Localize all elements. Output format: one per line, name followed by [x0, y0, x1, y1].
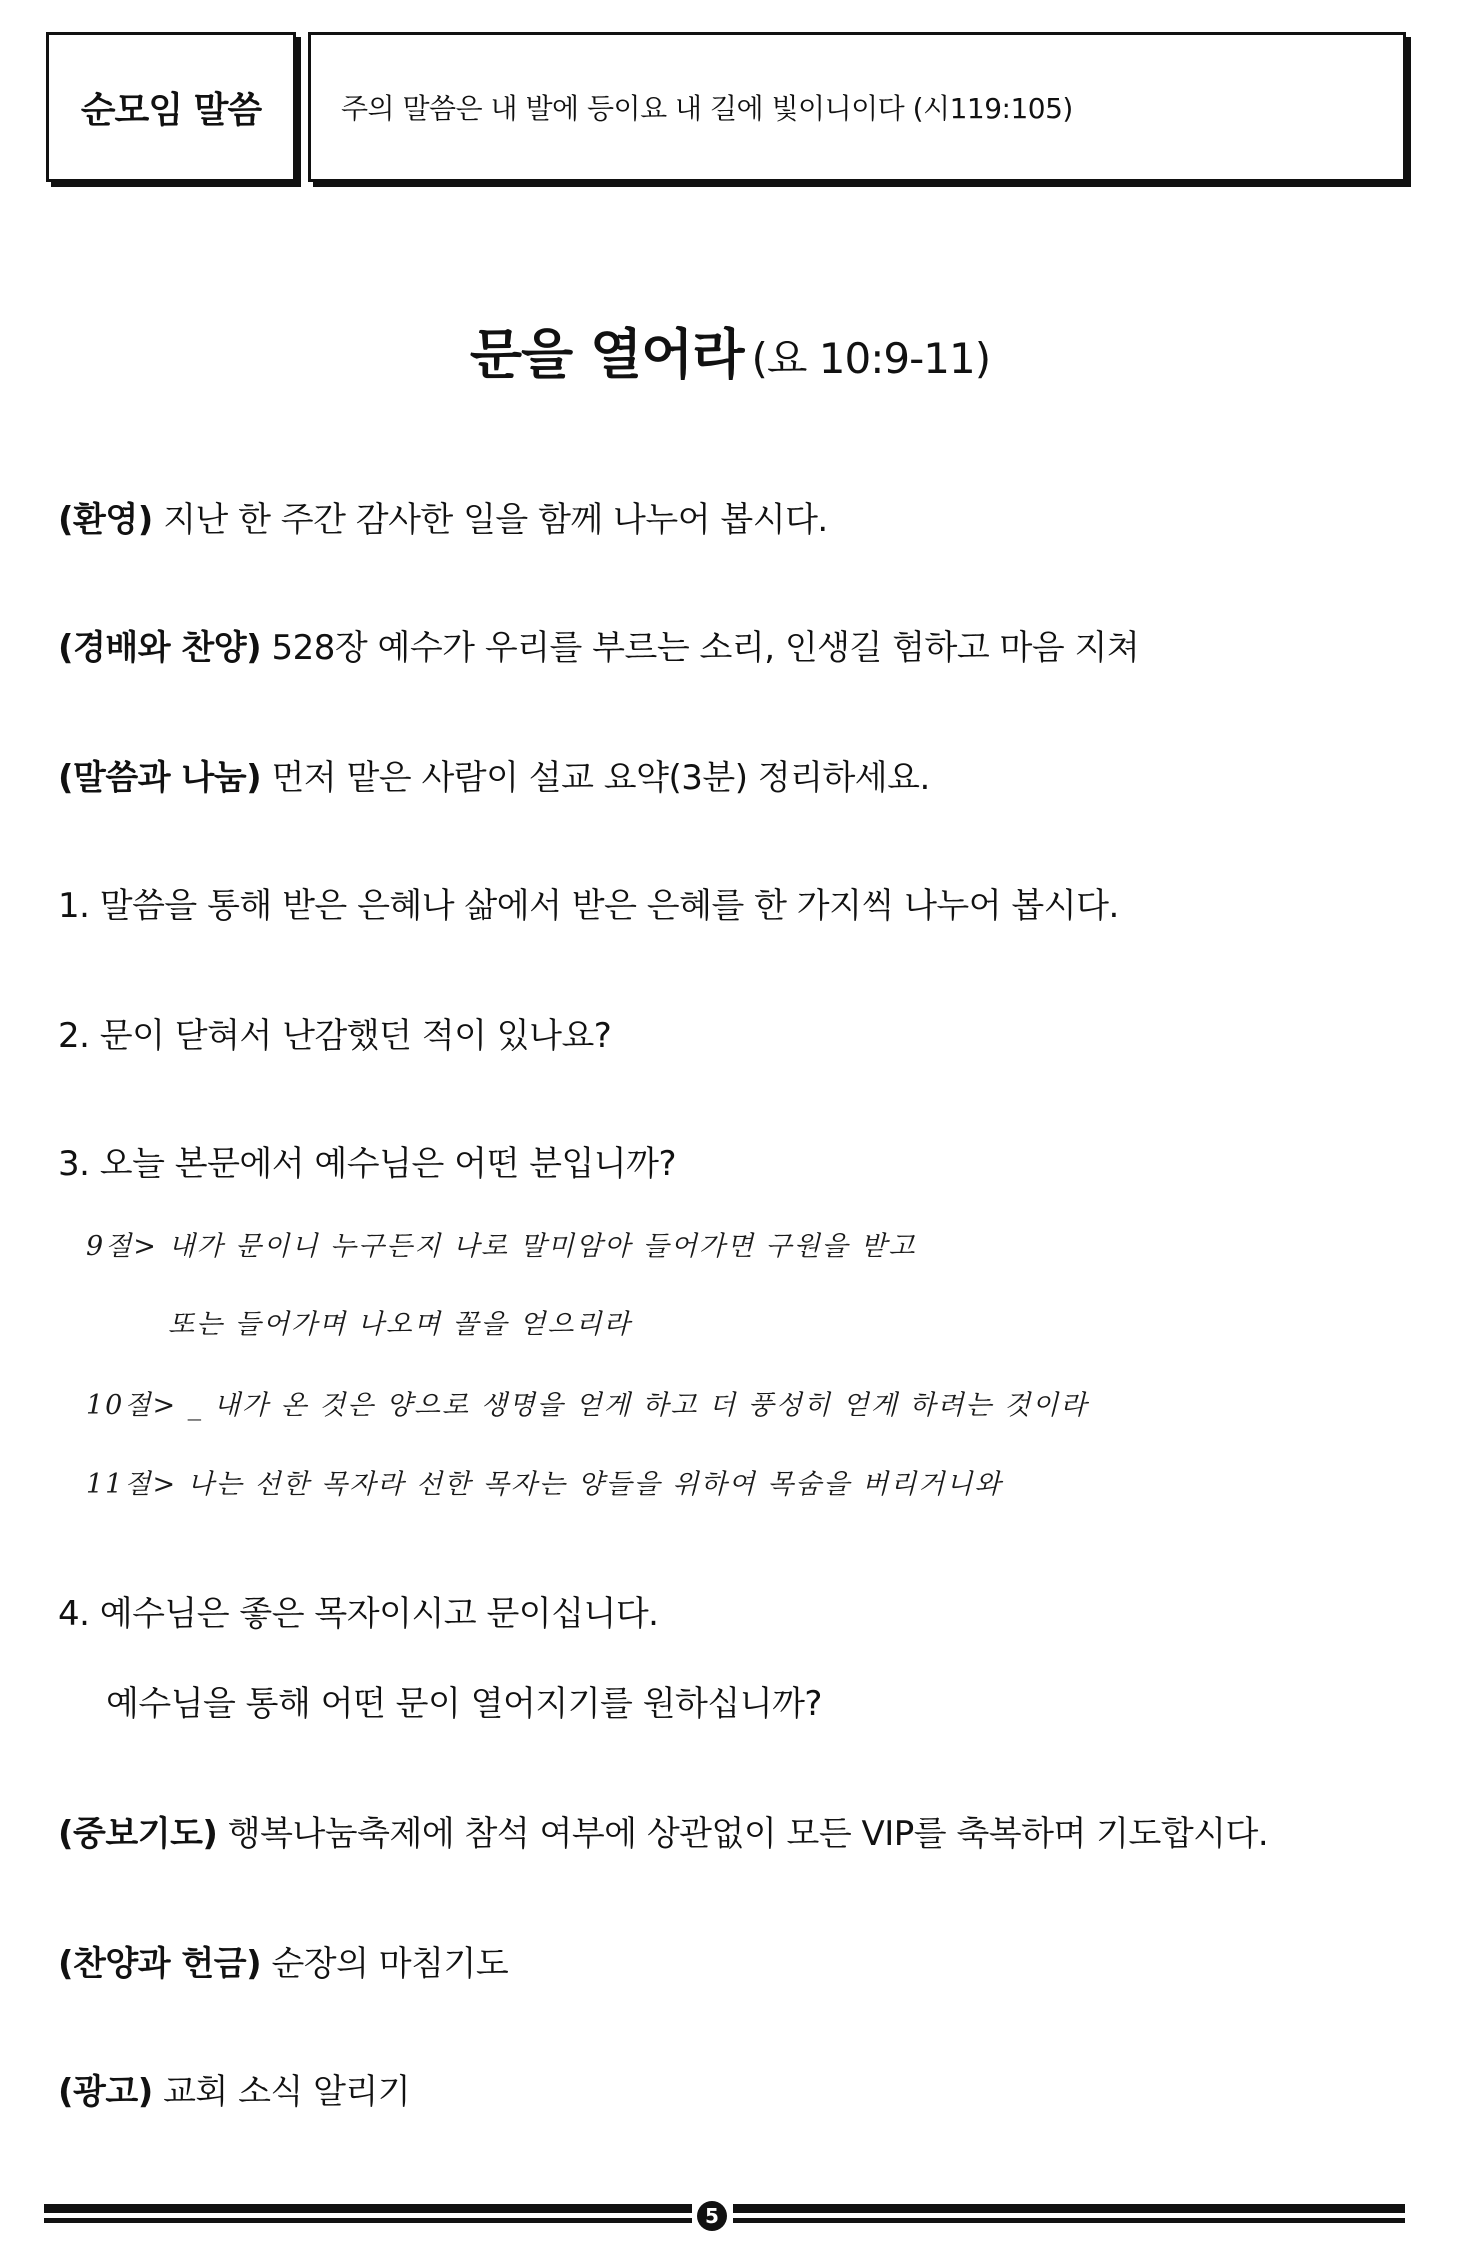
section-welcome — [58, 492, 1408, 541]
question-4-line-1: 4. 예수님은 좋은 목자이시고 문이십니다. — [58, 1594, 659, 1634]
section-offering-text: 순장의 마침기도 — [261, 1944, 509, 1984]
page-title — [0, 312, 1460, 389]
question-2: 2. 문이 닫혀서 난감했던 적이 있나요? — [58, 1016, 612, 1056]
section-offering — [58, 1936, 1408, 1985]
section-notice — [58, 2064, 1408, 2113]
verse-9-line-1: 9절> 내가 문이니 누구든지 나로 말미암아 들어가면 구원을 받고 — [86, 1231, 917, 1262]
section-welcome-text: 지난 한 주간 감사한 일을 함께 나누어 봅시다. — [152, 500, 828, 540]
page-footer — [0, 2185, 1460, 2245]
header-verse: 주의 말씀은 내 발에 등이요 내 길에 빛이니이다 (시119:105) — [341, 92, 1073, 125]
verse-9-line-2: 또는 들어가며 나오며 꼴을 얻으리라 — [168, 1309, 632, 1340]
question-3: 3. 오늘 본문에서 예수님은 어떤 분입니까? — [58, 1144, 677, 1184]
section-sharing-text: 먼저 맡은 사람이 설교 요약(3분) 정리하세요. — [261, 758, 930, 798]
verse-11: 11절> 나는 선한 목자라 선한 목자는 양들을 위하여 목숨을 버리거니와 — [86, 1469, 1003, 1500]
title-reference: (요 10:9-11) — [751, 334, 991, 383]
header-label: 순모임 말씀 — [80, 89, 262, 131]
header-label-box — [46, 32, 296, 182]
title-main: 문을 열어라 — [469, 323, 744, 386]
section-worship-text: 528장 예수가 우리를 부르는 소리, 인생길 험하고 마음 지쳐 — [261, 628, 1140, 668]
section-welcome-label: (환영) — [58, 500, 153, 540]
section-intercession — [58, 1806, 1408, 1855]
page-number: 5 — [697, 2201, 727, 2231]
header-verse-box — [308, 32, 1406, 182]
section-sharing — [58, 750, 1408, 799]
section-sharing-label: (말씀과 나눔) — [58, 758, 262, 798]
section-intercession-text: 행복나눔축제에 참석 여부에 상관없이 모든 VIP를 축복하며 기도합시다. — [217, 1814, 1269, 1854]
section-offering-label: (찬양과 헌금) — [58, 1944, 262, 1984]
verse-10: 10절> _ 내가 온 것은 양으로 생명을 얻게 하고 더 풍성히 얻게 하려는 것이라 — [86, 1390, 1089, 1421]
question-1: 1. 말씀을 통해 받은 은혜나 삶에서 받은 은혜를 한 가지씩 나누어 봅시다. — [58, 886, 1119, 926]
footer-rule — [0, 2185, 1460, 2245]
question-4-line-2: 예수님을 통해 어떤 문이 열어지기를 원하십니까? — [106, 1684, 822, 1724]
section-worship-label: (경배와 찬양) — [58, 628, 262, 668]
section-intercession-label: (중보기도) — [58, 1814, 218, 1854]
section-notice-label: (광고) — [58, 2072, 153, 2112]
section-worship — [58, 620, 1408, 669]
section-notice-text: 교회 소식 알리기 — [152, 2072, 411, 2112]
